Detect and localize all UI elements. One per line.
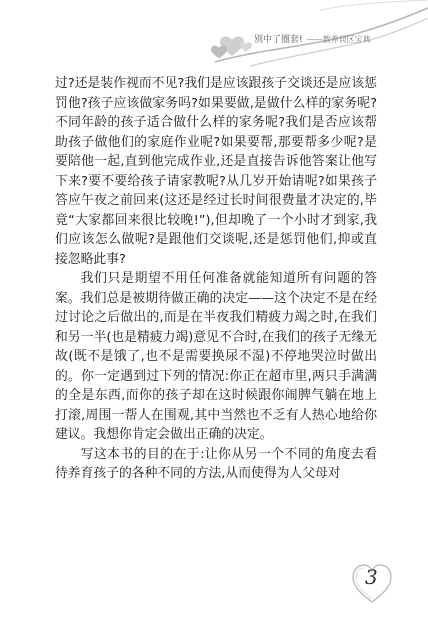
paragraph-1: 过?还是装作视而不见?我们是应该跟孩子交谈还是应该惩罚他?孩子应该做家务吗?如果要做,是做什么样的家务呢?不同年龄的孩子适合做什么样的家务呢?我们是否应该帮助孩子做他们的家庭作业呢?如果要帮,那要帮多少呢?是要陪他一起,直到他完成作业,还是直接告诉他答案让他写下来?要不要给孩子请家教呢?从几岁开始请呢?如果孩子答应午夜之前回来(这还是经过长时间很费量才决定的,毕竟“大家都回来很比较晚!”),但却晚了一个小时才到家,我们应该怎么做呢?是跟他们交谈呢,还是惩罚他们,抑或直接忽略此事? [55,76,377,267]
body-text [55,74,377,484]
page-number: 3 [365,565,378,589]
paragraph-3: 写这本书的目的在于:让你从另一个不同的角度去看待养育孩子的各种不同的方法,从而使得为人父母对 [55,446,377,481]
page-header [0,0,428,80]
book-title: 别中了圈套! [254,35,303,45]
page-number-badge [348,560,396,608]
header-title [254,32,371,45]
paragraph-2: 我们只是期望不用任何准备就能知道所有问题的答案。我们总是被期待做正确的决定——这个决定不是在经过讨论之后做出的,而是在半夜我们精疲力竭之时,在我们和另一半(也是精疲力竭)意见不合时,在我们的孩子无缘无故(既不是饿了,也不是需要换尿不湿)不停地哭泣时做出的。你一定遇到过下列的情况:你正在超市里,两只手满满的全是东西,而你的孩子却在这时候跟你闹脾气躺在地上打滚,周围一帮人在围观,其中当然也不乏有人热心地给你建议。我想你肯定会做出正确的决定。 [55,271,377,442]
book-subtitle: ——教养误区宝典 [306,35,371,44]
